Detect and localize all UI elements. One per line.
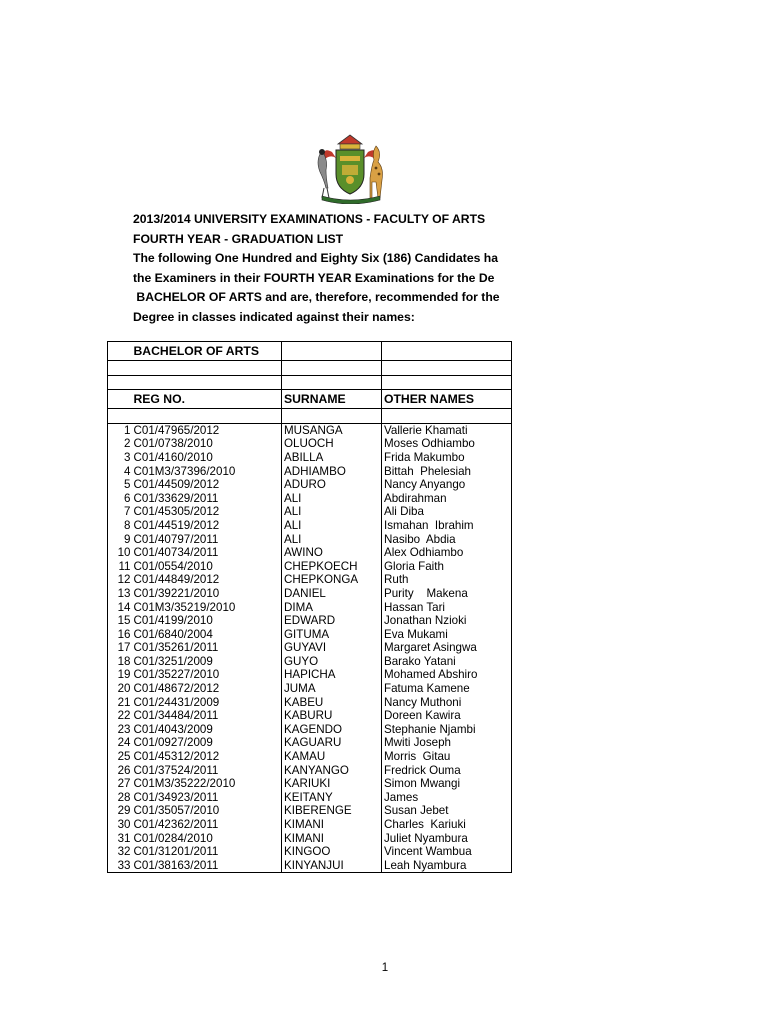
university-crest <box>302 132 398 204</box>
reg-no-cell: C01/31201/2011 <box>132 845 282 859</box>
surname-cell: AWINO <box>282 546 382 560</box>
surname-cell: JUMA <box>282 682 382 696</box>
reg-no-cell: C01/0284/2010 <box>132 832 282 846</box>
heading-line-intro-4: Degree in classes indicated against their names: <box>133 309 415 324</box>
surname-cell: ALI <box>282 505 382 519</box>
other-names-cell: Moses Odhiambo <box>382 437 512 451</box>
reg-no-cell: C01/0554/2010 <box>132 560 282 574</box>
other-names-cell: Morris Gitau <box>382 750 512 764</box>
surname-cell: KANYANGO <box>282 764 382 778</box>
row-number: 15 <box>108 614 132 628</box>
other-names-cell: Juliet Nyambura <box>382 832 512 846</box>
other-names-cell: Frida Makumbo <box>382 451 512 465</box>
table-body <box>108 423 512 873</box>
other-names-cell: Nancy Muthoni <box>382 696 512 710</box>
table-row <box>108 437 512 451</box>
other-names-cell: Fatuma Kamene <box>382 682 512 696</box>
table-row <box>108 519 512 533</box>
reg-no-cell: C01/4160/2010 <box>132 451 282 465</box>
row-number: 13 <box>108 587 132 601</box>
table-row <box>108 465 512 479</box>
surname-cell: HAPICHA <box>282 668 382 682</box>
other-names-cell: Mwiti Joseph <box>382 736 512 750</box>
row-number: 7 <box>108 505 132 519</box>
other-names-cell: Abdirahman <box>382 492 512 506</box>
surname-cell: MUSANGA <box>282 423 382 437</box>
table-row <box>108 655 512 669</box>
row-number: 30 <box>108 818 132 832</box>
row-number: 19 <box>108 668 132 682</box>
row-number: 26 <box>108 764 132 778</box>
surname-cell: ALI <box>282 492 382 506</box>
table-row <box>108 423 512 437</box>
reg-no-cell: C01/48672/2012 <box>132 682 282 696</box>
row-number: 23 <box>108 723 132 737</box>
table-row <box>108 804 512 818</box>
reg-no-cell: C01/44509/2012 <box>132 478 282 492</box>
graduation-list-table <box>107 341 512 873</box>
other-names-cell: Simon Mwangi <box>382 777 512 791</box>
reg-no-cell: C01/44849/2012 <box>132 573 282 587</box>
table-row <box>108 601 512 615</box>
surname-cell: EDWARD <box>282 614 382 628</box>
surname-cell: KIBERENGE <box>282 804 382 818</box>
other-names-cell: Charles Kariuki <box>382 818 512 832</box>
other-names-cell: Purity Makena <box>382 587 512 601</box>
reg-no-cell: C01/37524/2011 <box>132 764 282 778</box>
reg-no-cell: C01/4199/2010 <box>132 614 282 628</box>
surname-cell: DIMA <box>282 601 382 615</box>
table-row <box>108 587 512 601</box>
heading-line-intro-1: The following One Hundred and Eighty Six (186) Candidates ha <box>133 251 498 265</box>
row-number: 22 <box>108 709 132 723</box>
reg-no-cell: C01/24431/2009 <box>132 696 282 710</box>
other-names-cell: James <box>382 791 512 805</box>
reg-no-cell: C01/42362/2011 <box>132 818 282 832</box>
table-row <box>108 682 512 696</box>
section-title: BACHELOR OF ARTS <box>132 342 282 361</box>
table-row <box>108 859 512 873</box>
other-names-cell: Hassan Tari <box>382 601 512 615</box>
surname-cell: KINGOO <box>282 845 382 859</box>
surname-cell: ADURO <box>282 478 382 492</box>
table-row <box>108 723 512 737</box>
table-row <box>108 628 512 642</box>
column-header-other-names: OTHER NAMES <box>382 390 512 409</box>
surname-cell: DANIEL <box>282 587 382 601</box>
other-names-cell: Alex Odhiambo <box>382 546 512 560</box>
table-row <box>108 573 512 587</box>
reg-no-cell: C01/4043/2009 <box>132 723 282 737</box>
other-names-cell: Susan Jebet <box>382 804 512 818</box>
university-coat-of-arms-icon <box>302 132 398 204</box>
row-number: 5 <box>108 478 132 492</box>
heading-line-intro-2: the Examiners in their FOURTH YEAR Examinations for the De <box>133 270 495 285</box>
other-names-cell: Gloria Faith <box>382 560 512 574</box>
table-section-row <box>108 342 512 361</box>
surname-cell: CHEPKOECH <box>282 560 382 574</box>
row-number: 28 <box>108 791 132 805</box>
other-names-cell: Nancy Anyango <box>382 478 512 492</box>
heading-line-intro-3: BACHELOR OF ARTS and are, therefore, recommended for the <box>133 290 500 304</box>
surname-cell: CHEPKONGA <box>282 573 382 587</box>
row-number: 4 <box>108 465 132 479</box>
row-number: 10 <box>108 546 132 560</box>
surname-cell: ADHIAMBO <box>282 465 382 479</box>
table-row <box>108 641 512 655</box>
surname-cell: GUYAVI <box>282 641 382 655</box>
reg-no-cell: C01/38163/2011 <box>132 859 282 873</box>
other-names-cell: Stephanie Njambi <box>382 723 512 737</box>
reg-no-cell: C01/47965/2012 <box>132 423 282 437</box>
table-row <box>108 451 512 465</box>
row-number: 31 <box>108 832 132 846</box>
surname-cell: KABEU <box>282 696 382 710</box>
row-number: 14 <box>108 601 132 615</box>
other-names-cell: Ruth <box>382 573 512 587</box>
table-row <box>108 777 512 791</box>
row-number: 8 <box>108 519 132 533</box>
row-number: 16 <box>108 628 132 642</box>
table-row <box>108 818 512 832</box>
reg-no-cell: C01/35227/2010 <box>132 668 282 682</box>
table-row <box>108 791 512 805</box>
other-names-cell: Eva Mukami <box>382 628 512 642</box>
table-spacer-row <box>108 375 512 390</box>
other-names-cell: Mohamed Abshiro <box>382 668 512 682</box>
heading-line-list-title: FOURTH YEAR - GRADUATION LIST <box>133 231 344 246</box>
table-row <box>108 492 512 506</box>
reg-no-cell: C01M3/37396/2010 <box>132 465 282 479</box>
reg-no-cell: C01/34923/2011 <box>132 791 282 805</box>
other-names-cell: Leah Nyambura <box>382 859 512 873</box>
table-row <box>108 478 512 492</box>
reg-no-cell: C01/45305/2012 <box>132 505 282 519</box>
row-number: 1 <box>108 423 132 437</box>
surname-cell: KAGENDO <box>282 723 382 737</box>
table-row <box>108 505 512 519</box>
table-row <box>108 533 512 547</box>
row-number: 18 <box>108 655 132 669</box>
column-header-surname: SURNAME <box>282 390 382 409</box>
reg-no-cell: C01/33629/2011 <box>132 492 282 506</box>
surname-cell: GUYO <box>282 655 382 669</box>
table-row <box>108 736 512 750</box>
surname-cell: ALI <box>282 533 382 547</box>
table-row <box>108 764 512 778</box>
heading-line-exam-title: 2013/2014 UNIVERSITY EXAMINATIONS - FACULTY OF ARTS <box>133 212 486 226</box>
surname-cell: KAMAU <box>282 750 382 764</box>
surname-cell: KARIUKI <box>282 777 382 791</box>
row-number: 9 <box>108 533 132 547</box>
other-names-cell: Nasibo Abdia <box>382 533 512 547</box>
row-number: 24 <box>108 736 132 750</box>
row-number: 25 <box>108 750 132 764</box>
table-row <box>108 750 512 764</box>
surname-cell: KIMANI <box>282 818 382 832</box>
surname-cell: OLUOCH <box>282 437 382 451</box>
row-number: 33 <box>108 859 132 873</box>
document-heading <box>133 210 511 327</box>
row-number: 21 <box>108 696 132 710</box>
other-names-cell: Ismahan Ibrahim <box>382 519 512 533</box>
table-row <box>108 560 512 574</box>
other-names-cell: Jonathan Nzioki <box>382 614 512 628</box>
row-number: 6 <box>108 492 132 506</box>
other-names-cell: Barako Yatani <box>382 655 512 669</box>
row-number: 29 <box>108 804 132 818</box>
row-number: 2 <box>108 437 132 451</box>
reg-no-cell: C01/39221/2010 <box>132 587 282 601</box>
table-spacer-row <box>108 409 512 424</box>
reg-no-cell: C01/0738/2010 <box>132 437 282 451</box>
table-row <box>108 668 512 682</box>
reg-no-cell: C01/0927/2009 <box>132 736 282 750</box>
other-names-cell: Vincent Wambua <box>382 845 512 859</box>
surname-cell: KAGUARU <box>282 736 382 750</box>
table-spacer-row <box>108 361 512 376</box>
surname-cell: KEITANY <box>282 791 382 805</box>
other-names-cell: Vallerie Khamati <box>382 423 512 437</box>
table-row <box>108 832 512 846</box>
reg-no-cell: C01/35057/2010 <box>132 804 282 818</box>
row-number: 20 <box>108 682 132 696</box>
table-row <box>108 845 512 859</box>
other-names-cell: Doreen Kawira <box>382 709 512 723</box>
surname-cell: KABURU <box>282 709 382 723</box>
reg-no-cell: C01/45312/2012 <box>132 750 282 764</box>
surname-cell: ALI <box>282 519 382 533</box>
reg-no-cell: C01/35261/2011 <box>132 641 282 655</box>
surname-cell: ABILLA <box>282 451 382 465</box>
table-row <box>108 614 512 628</box>
other-names-cell: Bittah Phelesiah <box>382 465 512 479</box>
reg-no-cell: C01M3/35219/2010 <box>132 601 282 615</box>
column-header-reg-no: REG NO. <box>132 390 282 409</box>
other-names-cell: Fredrick Ouma <box>382 764 512 778</box>
surname-cell: GITUMA <box>282 628 382 642</box>
row-number: 11 <box>108 560 132 574</box>
row-number: 3 <box>108 451 132 465</box>
surname-cell: KIMANI <box>282 832 382 846</box>
reg-no-cell: C01/3251/2009 <box>132 655 282 669</box>
reg-no-cell: C01/40734/2011 <box>132 546 282 560</box>
surname-cell: KINYANJUI <box>282 859 382 873</box>
table-row <box>108 546 512 560</box>
reg-no-cell: C01/6840/2004 <box>132 628 282 642</box>
row-number: 27 <box>108 777 132 791</box>
page-number: 1 <box>381 962 389 974</box>
reg-no-cell: C01M3/35222/2010 <box>132 777 282 791</box>
reg-no-cell: C01/44519/2012 <box>132 519 282 533</box>
row-number: 12 <box>108 573 132 587</box>
other-names-cell: Margaret Asingwa <box>382 641 512 655</box>
table-header-row <box>108 390 512 409</box>
table-row <box>108 709 512 723</box>
reg-no-cell: C01/40797/2011 <box>132 533 282 547</box>
table-row <box>108 696 512 710</box>
reg-no-cell: C01/34484/2011 <box>132 709 282 723</box>
row-number: 17 <box>108 641 132 655</box>
other-names-cell: Ali Diba <box>382 505 512 519</box>
row-number: 32 <box>108 845 132 859</box>
